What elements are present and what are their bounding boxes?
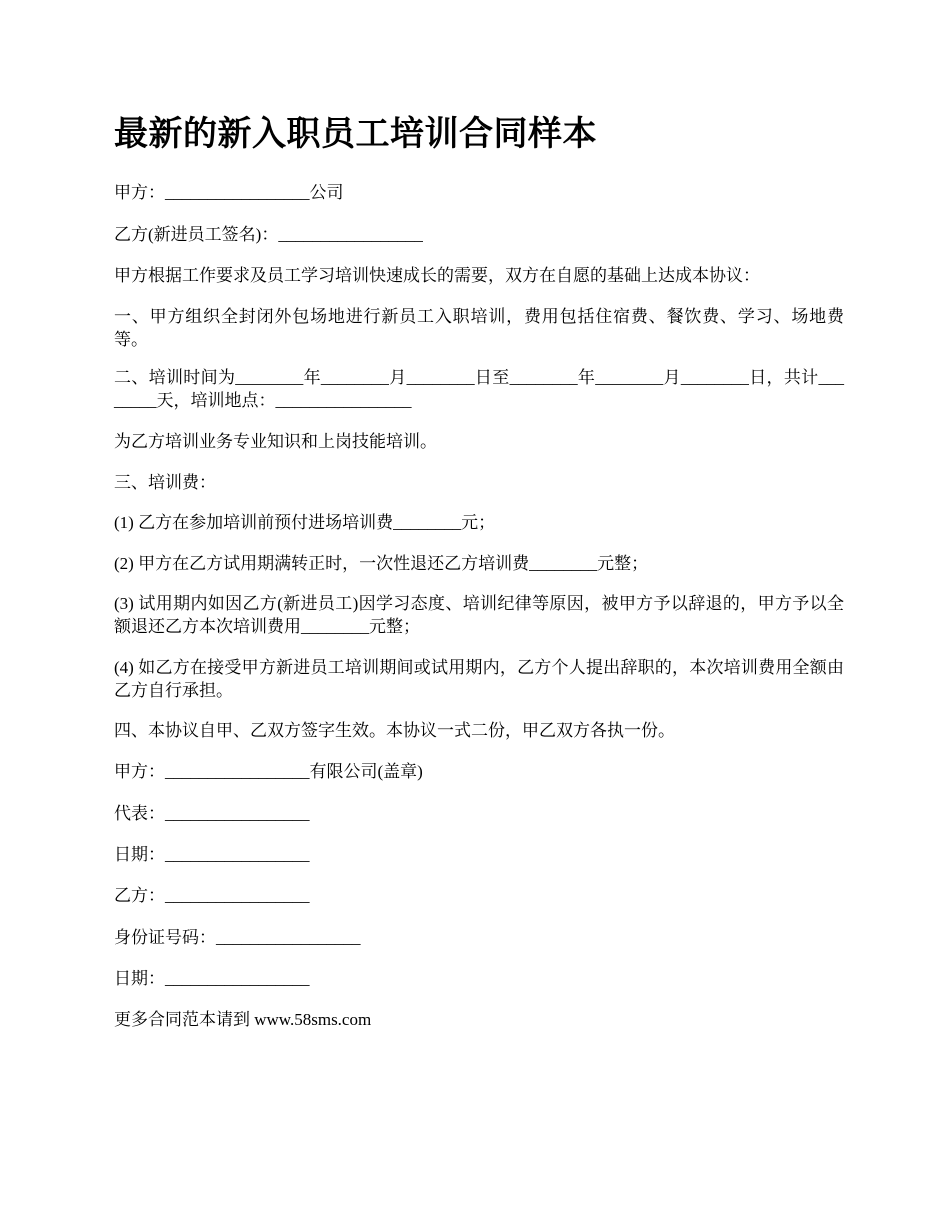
signature-party-a: 甲方：_________________有限公司(盖章) xyxy=(114,762,423,781)
clause-3-heading: 三、培训费： xyxy=(114,473,216,492)
signature-representative: 代表：_________________ xyxy=(114,804,310,823)
preamble: 甲方根据工作要求及员工学习培训快速成长的需要，双方在自愿的基础上达成本协议： xyxy=(114,266,760,285)
fee-item-3: (3) 试用期内如因乙方(新进员工)因学习态度、培训纪律等原因，被甲方予以辞退的，甲方予以全额退还乙方本次培训费用________元整； xyxy=(114,594,844,636)
fee-item-4: (4) 如乙方在接受甲方新进员工培训期间或试用期内，乙方个人提出辞职的，本次培训费用全额由乙方自行承担。 xyxy=(114,658,844,700)
party-a-line: 甲方：_________________公司 xyxy=(114,183,344,202)
fee-item-1: (1) 乙方在参加培训前预付进场培训费________元； xyxy=(114,513,496,532)
signature-date-a: 日期：_________________ xyxy=(114,845,310,864)
footer-more-link: 更多合同范本请到 www.58sms.com xyxy=(114,1010,372,1029)
clause-1: 一、甲方组织全封闭外包场地进行新员工入职培训，费用包括住宿费、餐饮费、学习、场地费等。 xyxy=(114,307,844,349)
clause-2: 二、培训时间为________年________月________日至________年________月________日，共计________天，培训地点：________________ xyxy=(114,368,844,410)
fee-item-2: (2) 甲方在乙方试用期满转正时，一次性退还乙方培训费________元整； xyxy=(114,554,649,573)
party-b-signature-line: 乙方(新进员工签名)：_________________ xyxy=(114,225,423,244)
training-content: 为乙方培训业务专业知识和上岗技能培训。 xyxy=(114,432,437,451)
signature-date-b: 日期：_________________ xyxy=(114,969,310,988)
signature-party-b: 乙方：_________________ xyxy=(114,886,310,905)
clause-4: 四、本协议自甲、乙双方签字生效。本协议一式二份，甲乙双方各执一份。 xyxy=(114,721,675,740)
signature-id-number: 身份证号码：_________________ xyxy=(114,928,361,947)
document-title: 最新的新入职员工培训合同样本 xyxy=(114,116,597,153)
